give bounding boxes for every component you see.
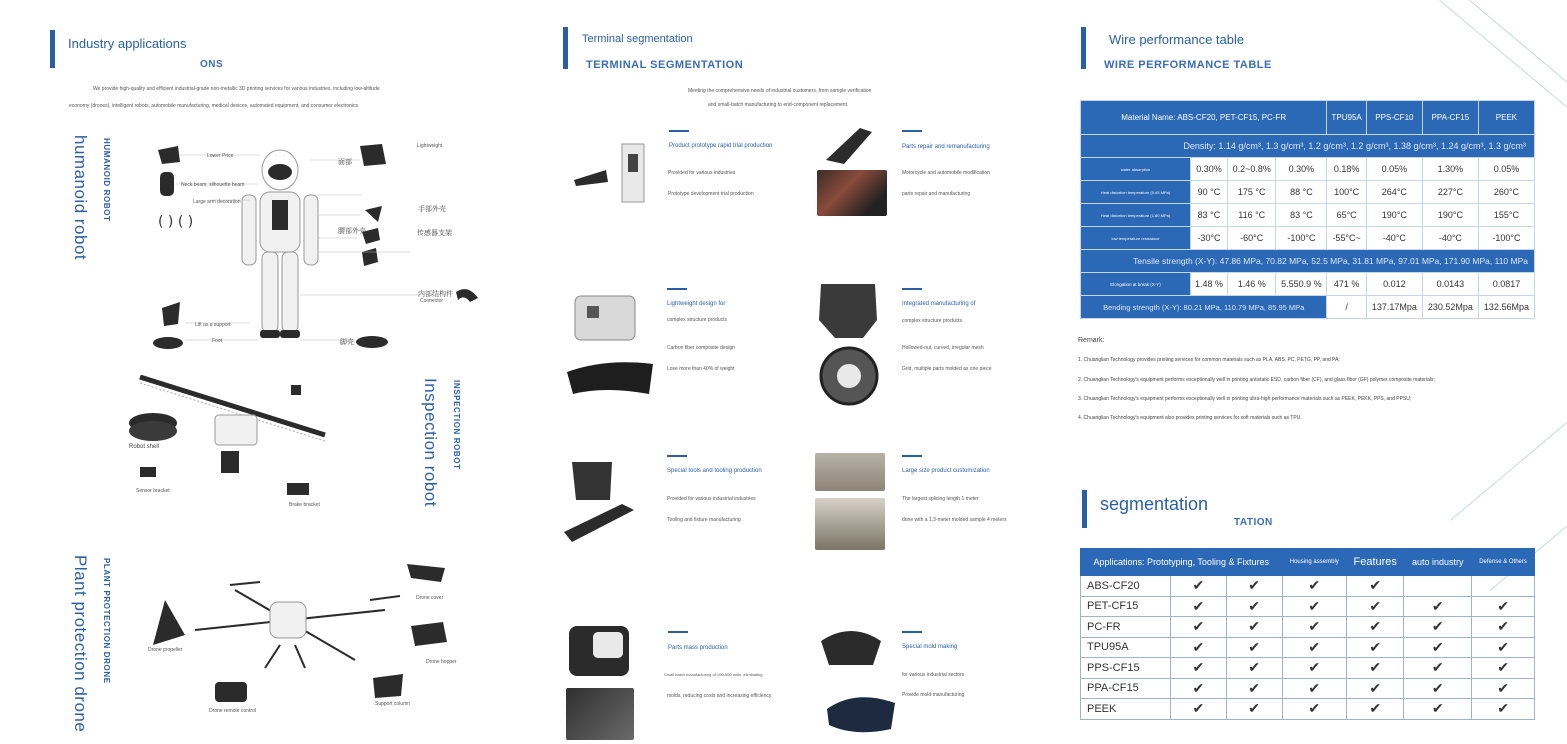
- item1-line2: Prototype development trial production: [668, 191, 754, 197]
- check-cell: ✔: [1347, 617, 1404, 638]
- check-cell: ✔: [1282, 678, 1347, 699]
- check-cell: ✔: [1226, 678, 1282, 699]
- item-dash: [668, 631, 688, 633]
- heading-accent-bar: [50, 30, 55, 68]
- item2-line1: Motorcycle and automobile modification: [902, 170, 990, 176]
- material-name: PC-FR: [1081, 617, 1171, 638]
- remark-3: 3. Chuanglian Technology's equipment performs exceptionally well in printing ultra-high performance materials such as PEEK, PEKK, PPS, and PPSU;: [1078, 396, 1412, 402]
- check-cell: ✔: [1226, 617, 1282, 638]
- check-cell: ✔: [1404, 596, 1472, 617]
- check-cell: ✔: [1404, 699, 1472, 720]
- table-row: [1081, 699, 1535, 720]
- wire-table-col: PPS-CF10: [1366, 101, 1422, 135]
- item-dash: [902, 130, 922, 132]
- humanoid-label-connector: Connector: [420, 298, 444, 304]
- tooling-photo: [562, 460, 637, 545]
- check-cell: ✔: [1171, 617, 1227, 638]
- inspection-label-sensor: Sensor bracket: [136, 488, 170, 494]
- wire-performance-table: [1080, 100, 1535, 319]
- item4-line2: Hollowed-out, curved, irregular mesh: [902, 345, 984, 351]
- humanoid-cn-sensor: 传感器支架: [417, 230, 452, 237]
- seg-header: auto industry: [1404, 549, 1472, 576]
- item4-title: Integrated manufacturing of: [902, 301, 976, 307]
- decorative-line: [1450, 391, 1567, 520]
- check-cell: ✔: [1282, 637, 1347, 658]
- prototype-photo: [570, 140, 660, 210]
- wire-table-col: PEEK: [1478, 101, 1534, 135]
- table-row: Elongation at break (X-Y) 1.48 % 1.46 % 5.550.9 % 471 % 0.012 0.0143 0.0817: [1081, 273, 1535, 296]
- humanoid-cn-waist: 腰部外壳: [338, 228, 366, 235]
- item-dash: [902, 631, 922, 633]
- seg-header: Defense & Others: [1472, 549, 1535, 576]
- check-cell: ✔: [1282, 699, 1347, 720]
- wire-table-col: PPA-CF15: [1422, 101, 1478, 135]
- check-cell: ✔: [1472, 637, 1535, 658]
- remark-title: Remark:: [1078, 337, 1105, 344]
- humanoid-cn-internal: 内部结构件: [418, 291, 453, 298]
- mass-production-photo-2: [566, 688, 634, 740]
- item2-title: Parts repair and remanufacturing: [902, 144, 990, 150]
- check-cell: ✔: [1347, 596, 1404, 617]
- material-name: PPS-CF15: [1081, 658, 1171, 679]
- humanoid-cn-hand: 手部外壳: [418, 206, 446, 213]
- check-cell: ✔: [1404, 637, 1472, 658]
- item3-line2: Carbon fiber composite design: [667, 345, 735, 351]
- heading-accent-bar: [1082, 490, 1087, 528]
- check-cell: ✔: [1347, 678, 1404, 699]
- check-cell: ✔: [1404, 617, 1472, 638]
- seg-header: Housing assembly: [1282, 549, 1347, 576]
- item4-line1: complex structure products: [902, 318, 963, 324]
- check-cell: ✔: [1226, 576, 1282, 597]
- check-cell: ✔: [1472, 699, 1535, 720]
- panel1-heading-caps: ONS: [200, 59, 224, 70]
- item6-line1: The largest splicing length 1 meter: [902, 496, 979, 502]
- check-cell: [1472, 576, 1535, 597]
- humanoid-label-neck-beam: Neck beam, silhouette beam: [181, 182, 245, 188]
- remark-1: 1. Chuanglian Technology provides printing services for common materials such as PLA, ABS, PC, PETG, PP, and PA;: [1078, 357, 1340, 363]
- item6-line2: done with a 1.3-meter molded sample 4 meters: [902, 517, 1007, 523]
- panel2-intro-line1: Meeting the comprehensive needs of industrial customers, from sample verification: [688, 88, 872, 94]
- item8-title: Special mold making: [902, 644, 958, 650]
- check-cell: ✔: [1171, 699, 1227, 720]
- wire-table-main-header: Material Name: ABS-CF20, PET-CF15, PC-FR: [1081, 101, 1327, 135]
- table-row: [1081, 596, 1535, 617]
- decorative-line: [1469, 0, 1567, 104]
- plant-drone-caps: PLANT PROTECTION DRONE: [102, 558, 111, 684]
- humanoid-caps: HUMANOID ROBOT: [102, 138, 111, 222]
- check-cell: ✔: [1226, 658, 1282, 679]
- check-cell: ✔: [1171, 658, 1227, 679]
- humanoid-title: humanoid robot: [71, 135, 90, 261]
- item-dash: [902, 455, 922, 457]
- panel3-heading: Wire performance table: [1109, 32, 1245, 47]
- check-cell: ✔: [1282, 617, 1347, 638]
- seg-header: Features: [1347, 549, 1404, 576]
- svg-text:( ) ( ): ( ) ( ): [158, 214, 194, 230]
- remark-4: 4. Chuanglian Technology's equipment also provides printing services for soft materials such as TPU.: [1078, 415, 1302, 421]
- check-cell: ✔: [1472, 678, 1535, 699]
- item1-title: Product prototype rapid trial production: [669, 143, 773, 149]
- check-cell: ✔: [1226, 699, 1282, 720]
- large-product-photo-2: [815, 498, 885, 550]
- humanoid-label-lightweight: Lightweight: [417, 143, 443, 149]
- check-cell: ✔: [1226, 596, 1282, 617]
- check-cell: ✔: [1472, 617, 1535, 638]
- inspection-label-shell: Robot shell: [129, 444, 160, 450]
- check-cell: ✔: [1404, 678, 1472, 699]
- item1-line1: Provided for various industries: [668, 170, 736, 176]
- item7-title: Parts mass production: [668, 645, 728, 651]
- material-name: PET-CF15: [1081, 596, 1171, 617]
- check-cell: ✔: [1347, 658, 1404, 679]
- density-row: Density: 1.14 g/cm³, 1.3 g/cm³, 1.2 g/cm³, 1.2 g/cm³, 1.38 g/cm³, 1.24 g/cm³, 1.3 g/cm³: [1081, 135, 1535, 158]
- panel2-heading: Terminal segmentation: [582, 33, 693, 45]
- check-cell: ✔: [1472, 596, 1535, 617]
- bending-row: Bending strength (X-Y): 80.21 MPa, 110.79 MPa, 85.95 MPa: [1081, 296, 1327, 319]
- segmentation-table: [1080, 548, 1535, 720]
- check-cell: ✔: [1171, 637, 1227, 658]
- check-cell: ✔: [1404, 658, 1472, 679]
- item6-title: Large size product customization: [902, 468, 990, 474]
- item3-line3: Lose more than 40% of weight: [667, 366, 735, 372]
- humanoid-label-lift: Lift as a support: [195, 322, 231, 328]
- table-row: Heat distortion temperature (1.80 MPa) 83 °C 116 °C 83 °C 65°C 190°C 190°C 155°C: [1081, 204, 1535, 227]
- mass-production-photo: [565, 622, 635, 682]
- panel1-heading: Industry applications: [68, 36, 187, 51]
- inspection-robot-illustration: [125, 375, 335, 505]
- plant-label-propeller: Drone propeller: [148, 647, 183, 653]
- item7-line1: Small batch manufacturing of 100-500 units, eliminating: [664, 672, 763, 677]
- plant-label-support: Support column: [375, 701, 411, 707]
- check-cell: ✔: [1171, 678, 1227, 699]
- panel2-heading-caps: TERMINAL SEGMENTATION: [586, 59, 744, 71]
- panel2-intro-line2: and small-batch manufacturing to end-component replacement.: [708, 102, 849, 108]
- integrated-parts-photo: [815, 280, 890, 410]
- industry-applications-panel: [0, 0, 540, 744]
- check-cell: ✔: [1171, 576, 1227, 597]
- check-cell: ✔: [1347, 637, 1404, 658]
- inspection-caps: INSPECTION ROBOT: [452, 380, 461, 470]
- plant-label-remote: Drone remote control: [209, 708, 256, 714]
- repair-part-photo: [820, 126, 875, 166]
- item5-line2: Tooling and fixture manufacturing: [667, 517, 741, 523]
- mold-making-photo: [815, 625, 905, 740]
- item3-title: Lightweight design for: [667, 301, 726, 307]
- panel1-intro-line1: We provide high-quality and efficient industrial-grade non-metallic 3D printing services for various industries, including low-altitude: [93, 86, 380, 92]
- check-cell: ✔: [1171, 596, 1227, 617]
- material-name: ABS-CF20: [1081, 576, 1171, 597]
- material-name: PPA-CF15: [1081, 678, 1171, 699]
- check-cell: ✔: [1226, 637, 1282, 658]
- lightweight-parts-photo: [565, 290, 660, 400]
- item-dash: [667, 288, 687, 290]
- table-row: [1081, 637, 1535, 658]
- item5-title: Special tools and tooling production: [667, 468, 762, 474]
- heading-accent-bar: [563, 27, 568, 69]
- panel1-intro-line2: economy (drones), intelligent robots, automobile manufacturing, medical devices, automated equipment, and consumer electronics.: [69, 103, 360, 109]
- heading-accent-bar: [1081, 27, 1086, 69]
- item8-line1: for various industrial sectors: [902, 672, 965, 678]
- table-row: water absorption 0.30% 0.2~0.8% 0.30% 0.18% 0.05% 1.30% 0.05%: [1081, 158, 1535, 181]
- table-row: Heat distortion temperature (0.45 MPa) 90 °C 175 °C 88 °C 100°C 264°C 227°C 260°C: [1081, 181, 1535, 204]
- item7-line2: molds, reducing costs and increasing efficiency: [667, 693, 772, 699]
- inspection-title: Inspection robot: [421, 378, 440, 507]
- remark-2: 2. Chuanglian Technology's equipment performs exceptionally well in printing antistatic ESD, carbon fiber (CF), and glass fiber (GF) polymer composite materials;: [1078, 377, 1435, 383]
- item-dash: [902, 288, 922, 290]
- humanoid-label-foot: Foot: [212, 338, 223, 344]
- seg-heading: segmentation: [1100, 494, 1209, 514]
- table-row: [1081, 678, 1535, 699]
- item3-line1: complex structure products: [667, 317, 728, 323]
- large-product-photo-1: [815, 453, 885, 491]
- plant-label-hopper: Drone hopper: [426, 659, 457, 665]
- check-cell: ✔: [1282, 576, 1347, 597]
- humanoid-label-lower-price: Lower Price: [207, 153, 234, 159]
- table-row: [1081, 576, 1535, 597]
- check-cell: ✔: [1282, 596, 1347, 617]
- seg-header: Applications: Prototyping, Tooling & Fixtures: [1081, 549, 1283, 576]
- plant-drone-title: Plant protection drone: [71, 555, 90, 733]
- material-name: PEEK: [1081, 699, 1171, 720]
- item5-line1: Provided for various industrial industries: [667, 496, 756, 502]
- seg-heading-caps: TATION: [1234, 517, 1273, 528]
- check-cell: ✔: [1347, 699, 1404, 720]
- item-dash: [669, 130, 689, 132]
- material-name: TPU95A: [1081, 637, 1171, 658]
- check-cell: ✔: [1472, 658, 1535, 679]
- item8-line2: Provide mold manufacturing: [902, 692, 965, 698]
- plant-label-cover: Drone cover: [416, 595, 444, 601]
- humanoid-label-arm: Large arm decoration: [193, 199, 241, 205]
- humanoid-cn-face: 面部: [338, 159, 352, 166]
- check-cell: [1404, 576, 1472, 597]
- check-cell: ✔: [1282, 658, 1347, 679]
- inspection-label-brake: Brake bracket: [289, 502, 320, 508]
- table-row: low temperature resistance -30°C -60°C -100°C -55°C~ -40°C -40°C -100°C: [1081, 227, 1535, 250]
- item4-line3: Grid, multiple parts molded as one piece: [902, 366, 992, 372]
- table-row: [1081, 617, 1535, 638]
- panel3-heading-caps: WIRE PERFORMANCE TABLE: [1104, 59, 1272, 71]
- wire-table-col: TPU95A: [1327, 101, 1366, 135]
- check-cell: ✔: [1347, 576, 1404, 597]
- car-interior-photo: [817, 170, 887, 216]
- item-dash: [667, 455, 687, 457]
- table-row: Bending strength (X-Y): 80.21 MPa, 110.79 MPa, 85.95 MPa / 137.17Mpa 230.52Mpa 132.56Mpa: [1081, 296, 1535, 319]
- humanoid-cn-foot: 脚壳: [340, 339, 354, 346]
- table-row: [1081, 658, 1535, 679]
- item2-line2: parts repair and manufacturing: [902, 191, 971, 197]
- tensile-row: Tensile strength (X-Y): 47.86 MPa, 70.82 MPa, 52.5 MPa, 31.81 MPa, 97.01 MPa, 171.90 MPa, 110 MPa: [1081, 250, 1535, 273]
- plant-drone-illustration: [145, 560, 465, 710]
